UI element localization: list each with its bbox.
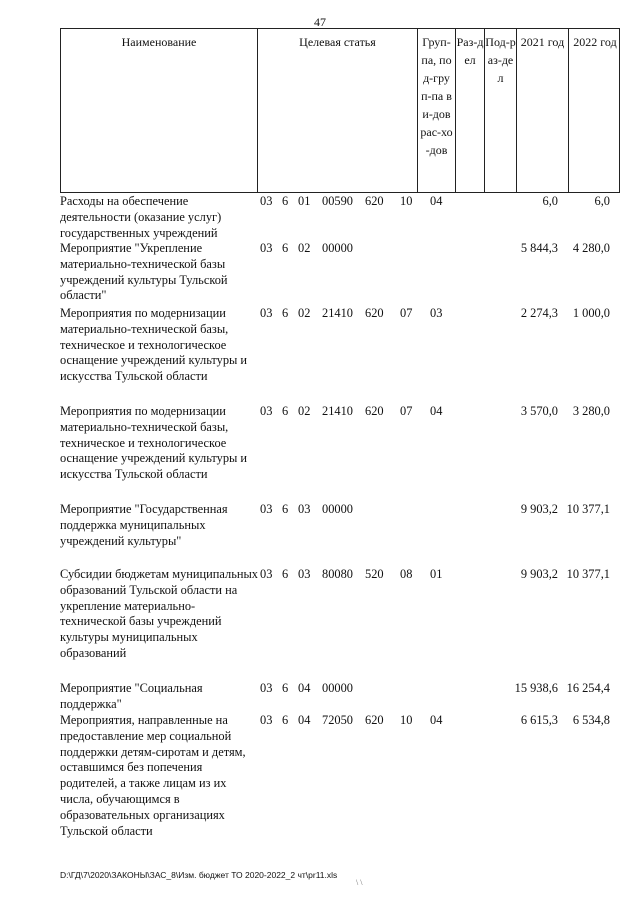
subsection-code: 01 — [430, 567, 443, 581]
code-2: 6 — [282, 306, 289, 320]
code-1: 03 — [260, 404, 273, 418]
code-3: 03 — [298, 502, 311, 516]
code-4: 00000 — [322, 241, 353, 255]
code-1: 03 — [260, 567, 273, 581]
code-3: 04 — [298, 713, 311, 727]
header-year-2021: 2021 год — [517, 29, 569, 192]
table-header — [60, 28, 620, 193]
code-1: 03 — [260, 713, 273, 727]
value-2021: 3 570,0 — [520, 404, 558, 418]
code-1: 03 — [260, 241, 273, 255]
row-name: Субсидии бюджетам муниципальных образований Тульской области на укрепление материально-технической базы учреждений культуры муниципальных образований — [60, 567, 259, 660]
code-4: 72050 — [322, 713, 353, 727]
code-1: 03 — [260, 194, 273, 208]
row-name: Мероприятие "Социальная поддержка" — [60, 681, 203, 711]
value-2021: 6,0 — [542, 194, 558, 208]
header-name: Наименование — [61, 29, 258, 192]
code-1: 03 — [260, 502, 273, 516]
row-name: Мероприятия по модернизации материально-технической базы, техническое и технологическое оснащение учреждений культуры и искусства Тульской области — [60, 306, 248, 384]
subsection-code: 04 — [430, 194, 443, 208]
value-2022: 10 377,1 — [566, 567, 610, 581]
group-code: 620 — [365, 306, 384, 320]
value-2022: 6 534,8 — [572, 713, 610, 727]
code-1: 03 — [260, 306, 273, 320]
value-2022: 16 254,4 — [566, 681, 610, 695]
code-2: 6 — [282, 194, 289, 208]
value-2022: 10 377,1 — [566, 502, 610, 516]
code-3: 02 — [298, 404, 311, 418]
code-4: 00000 — [322, 502, 353, 516]
section-code: 07 — [400, 404, 413, 418]
code-3: 03 — [298, 567, 311, 581]
code-2: 6 — [282, 713, 289, 727]
subsection-code: 03 — [430, 306, 443, 320]
group-code: 620 — [365, 194, 384, 208]
code-3: 04 — [298, 681, 311, 695]
code-2: 6 — [282, 567, 289, 581]
row-name: Мероприятие "Государственная поддержка муниципальных учреждений культуры" — [60, 502, 228, 548]
code-4: 80080 — [322, 567, 353, 581]
file-path-footer: D:\ГД\7\2020\ЗАКОНЫ\ЗАС_8\Изм. бюджет ТО 2020-2022_2 чт\pr11.xls — [60, 870, 338, 880]
section-code: 07 — [400, 306, 413, 320]
code-2: 6 — [282, 241, 289, 255]
code-4: 21410 — [322, 404, 353, 418]
section-code: 10 — [400, 713, 413, 727]
group-code: 620 — [365, 404, 384, 418]
header-subsection: Под-раз-дел — [485, 29, 517, 192]
group-code: 520 — [365, 567, 384, 581]
value-2021: 2 274,3 — [520, 306, 558, 320]
row-name: Мероприятия по модернизации материально-технической базы, техническое и технологическое оснащение учреждений культуры и искусства Тульской области — [60, 404, 248, 482]
value-2022: 1 000,0 — [572, 306, 610, 320]
row-name: Мероприятия, направленные на предоставление мер социальной поддержки детям-сиротам и детям, оставшимся без попечения родителей, а также лицам из их числа, обучающимся в образовательных организациях Тульской области — [60, 713, 246, 838]
value-2021: 9 903,2 — [520, 502, 558, 516]
code-4: 21410 — [322, 306, 353, 320]
code-2: 6 — [282, 404, 289, 418]
code-3: 01 — [298, 194, 311, 208]
section-code: 08 — [400, 567, 413, 581]
value-2021: 9 903,2 — [520, 567, 558, 581]
row-name: Расходы на обеспечение деятельности (оказание услуг) государственных учреждений — [60, 194, 222, 240]
code-4: 00590 — [322, 194, 353, 208]
header-year-2022: 2022 год — [573, 35, 617, 49]
value-2022: 6,0 — [594, 194, 610, 208]
page-number: 47 — [314, 15, 326, 29]
subsection-code: 04 — [430, 713, 443, 727]
code-1: 03 — [260, 681, 273, 695]
group-code: 620 — [365, 713, 384, 727]
code-4: 00000 — [322, 681, 353, 695]
header-group: Груп-па, под-груп-па ви-дов рас-хо-дов — [418, 29, 456, 192]
code-2: 6 — [282, 681, 289, 695]
scan-mark: \ \ — [356, 878, 363, 887]
value-2022: 3 280,0 — [572, 404, 610, 418]
row-name: Мероприятие "Укрепление материально-технической базы учреждений культуры Тульской области" — [60, 241, 228, 303]
header-section: Раз-дел — [456, 29, 485, 192]
value-2021: 5 844,3 — [520, 241, 558, 255]
value-2022: 4 280,0 — [572, 241, 610, 255]
subsection-code: 04 — [430, 404, 443, 418]
code-2: 6 — [282, 502, 289, 516]
section-code: 10 — [400, 194, 413, 208]
value-2021: 15 938,6 — [514, 681, 558, 695]
code-3: 02 — [298, 241, 311, 255]
header-target-article: Целевая статья — [258, 29, 418, 192]
value-2021: 6 615,3 — [520, 713, 558, 727]
code-3: 02 — [298, 306, 311, 320]
